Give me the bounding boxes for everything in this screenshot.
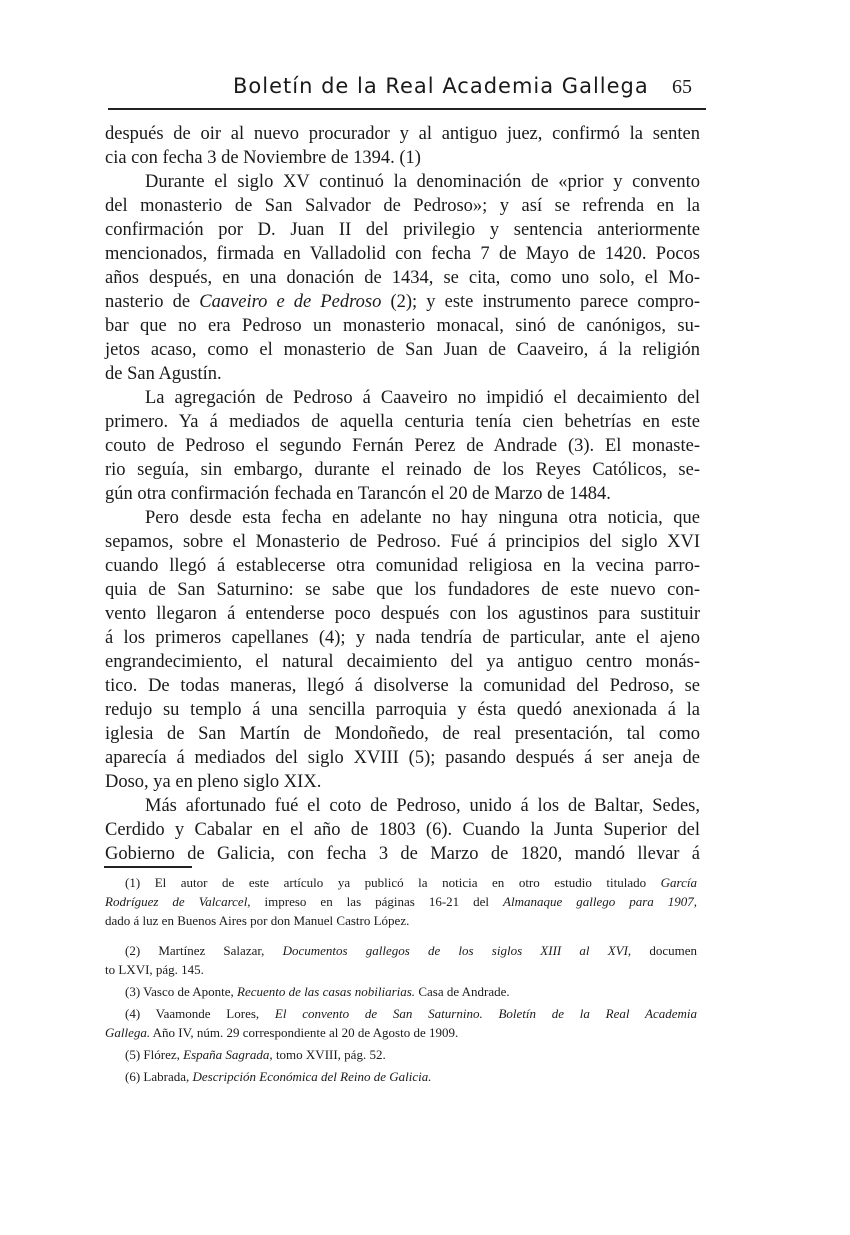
text-line [105, 338, 700, 362]
text-span: gún otra confirmación fechada en Tarancón el 20 de Marzo de 1484. [105, 484, 611, 504]
text-span: á los primeros capellanes (4); y nada tendría de particular, ante el ajeno [105, 628, 700, 648]
text-span: primero. Ya á mediados de aquella centuria tenía cien behetrías en este [105, 412, 700, 432]
text-span: de San Agustín. [105, 364, 222, 384]
text-span: Doso, ya en pleno siglo XIX. [105, 772, 322, 792]
text-span: cia con fecha 3 de Noviembre de 1394. (1) [105, 148, 421, 168]
text-line [105, 794, 700, 818]
footnotes [105, 873, 697, 1086]
text-line [105, 458, 700, 482]
italic-text: Caaveiro e de Pedroso [199, 292, 382, 312]
text-line [105, 506, 700, 530]
text-span: to LXVI, pág. 145. [105, 962, 204, 977]
text-span: mencionados, firmada en Valladolid con fecha 7 de Mayo de 1420. Pocos [105, 244, 700, 264]
italic-text: García [660, 875, 697, 890]
text-span: quia de San Saturnino: se sabe que los fundadores de este nuevo con- [105, 580, 700, 600]
text-span: couto de Pedroso el segundo Fernán Perez de Andrade (3). El monaste- [105, 436, 700, 456]
text-line [105, 410, 700, 434]
text-line [105, 650, 700, 674]
text-span: (4) Vaamonde Lores, [125, 1006, 275, 1021]
italic-text: Almanaque gallego para 1907, [503, 894, 698, 909]
text-span: sepamos, sobre el Monasterio de Pedroso. Fué á principios del siglo XVI [105, 532, 700, 552]
text-span: Más afortunado fué el coto de Pedroso, unido á los de Baltar, Sedes, [145, 796, 700, 816]
footnote-line [105, 892, 697, 911]
text-span: Casa de Andrade. [415, 984, 510, 999]
text-line [105, 386, 700, 410]
running-header [108, 72, 706, 110]
text-line [105, 746, 700, 770]
text-line [105, 434, 700, 458]
text-line [105, 722, 700, 746]
footnote-line [105, 873, 697, 892]
footnote-line [105, 1067, 697, 1086]
text-span: documen [631, 943, 698, 958]
text-span: rio seguía, sin embargo, durante el reinado de los Reyes Católicos, se- [105, 460, 700, 480]
text-span: Cerdido y Cabalar en el año de 1803 (6). Cuando la Junta Superior del [105, 820, 700, 840]
text-span: Año IV, núm. 29 correspondiente al 20 de Agosto de 1909. [150, 1025, 459, 1040]
text-line [105, 530, 700, 554]
text-span: tomo XVIII, pág. 52. [272, 1047, 386, 1062]
text-line [105, 842, 700, 866]
footnote-line [105, 1045, 697, 1064]
text-line [105, 122, 700, 146]
footnote-line [105, 941, 697, 960]
text-span: Gobierno de Galicia, con fecha 3 de Marzo de 1820, mandó llevar á [105, 844, 700, 864]
italic-text: El convento de San Saturnino. Boletín de la Real Academia [274, 1006, 697, 1021]
text-span: (2); y este instrumento parece compro- [381, 292, 700, 312]
text-span: del monasterio de San Salvador de Pedroso»; y así se refrenda en la [105, 196, 700, 216]
text-span: (3) Vasco de Aponte, [125, 984, 238, 999]
text-line [105, 818, 700, 842]
text-line [105, 602, 700, 626]
text-line [105, 698, 700, 722]
text-span: engrandecimiento, el natural decaimiento del ya antiguo centro monás- [105, 652, 700, 672]
text-span: jetos acaso, como el monasterio de San Juan de Caaveiro, á la religión [105, 340, 700, 360]
footnote-line [105, 960, 697, 979]
text-span: vento llegaron á entenderse poco después con los agustinos para sustituir [105, 604, 700, 624]
text-line [105, 578, 700, 602]
text-line [105, 194, 700, 218]
body-text [105, 122, 700, 866]
text-span: aparecía á mediados del siglo XVIII (5); pasando después á ser aneja de [105, 748, 700, 768]
text-span: (2) Martínez Salazar, [125, 943, 283, 958]
italic-text: Recuento de las casas nobiliarias. [237, 984, 416, 999]
footnote-line [105, 1023, 697, 1042]
text-line [105, 482, 700, 506]
text-span: (6) Labrada, [125, 1069, 193, 1084]
text-line [105, 674, 700, 698]
text-span: años después, en una donación de 1434, se cita, como uno solo, el Mo- [105, 268, 700, 288]
text-line [105, 218, 700, 242]
text-line [105, 146, 700, 170]
page-number: 65 [672, 76, 692, 98]
text-line [105, 770, 700, 794]
text-span: (1) El autor de este artículo ya publicó la noticia en otro estudio titulado [125, 875, 661, 890]
journal-title: Boletín de la Real Academia Gallega [233, 74, 649, 98]
footnote-line [105, 911, 697, 930]
text-span: dado á luz en Buenos Aires por don Manuel Castro López. [105, 913, 410, 928]
text-line [105, 362, 700, 386]
text-span: tico. De todas maneras, llegó á disolverse la comunidad del Pedroso, se [105, 676, 700, 696]
text-line [105, 314, 700, 338]
text-span: iglesia de San Martín de Mondoñedo, de real presentación, tal como [105, 724, 700, 744]
italic-text: Descripción Económica del Reino de Galicia. [192, 1069, 432, 1084]
text-span: (5) Flórez, [125, 1047, 184, 1062]
footnote-line [105, 1004, 697, 1023]
text-line [105, 290, 700, 314]
text-span: bar que no era Pedroso un monasterio monacal, sinó de canónigos, su- [105, 316, 700, 336]
text-line [105, 170, 700, 194]
italic-text: Gallega. [105, 1025, 151, 1040]
footnote-line [105, 982, 697, 1001]
text-line [105, 266, 700, 290]
text-span: confirmación por D. Juan II del privilegio y sentencia anteriormente [105, 220, 700, 240]
italic-text: Documentos gallegos de los siglos XIII al XVI, [282, 943, 632, 958]
text-line [105, 242, 700, 266]
text-span: impreso en las páginas 16-21 del [250, 894, 504, 909]
text-line [105, 554, 700, 578]
text-span: redujo su templo á una sencilla parroquia y ésta quedó anexionada á la [105, 700, 700, 720]
text-line [105, 626, 700, 650]
text-span: La agregación de Pedroso á Caaveiro no impidió el decaimiento del [145, 388, 700, 408]
text-span: Durante el siglo XV continuó la denominación de «prior y convento [145, 172, 700, 192]
footnote-separator [104, 866, 192, 868]
text-span: después de oir al nuevo procurador y al antiguo juez, confirmó la senten [105, 124, 700, 144]
text-span: cuando llegó á establecerse otra comunidad religiosa en la vecina parro- [105, 556, 700, 576]
italic-text: Rodríguez de Valcarcel, [105, 894, 251, 909]
text-span: nasterio de [105, 292, 200, 312]
text-span: Pero desde esta fecha en adelante no hay ninguna otra noticia, que [145, 508, 700, 528]
italic-text: España Sagrada, [183, 1047, 273, 1062]
